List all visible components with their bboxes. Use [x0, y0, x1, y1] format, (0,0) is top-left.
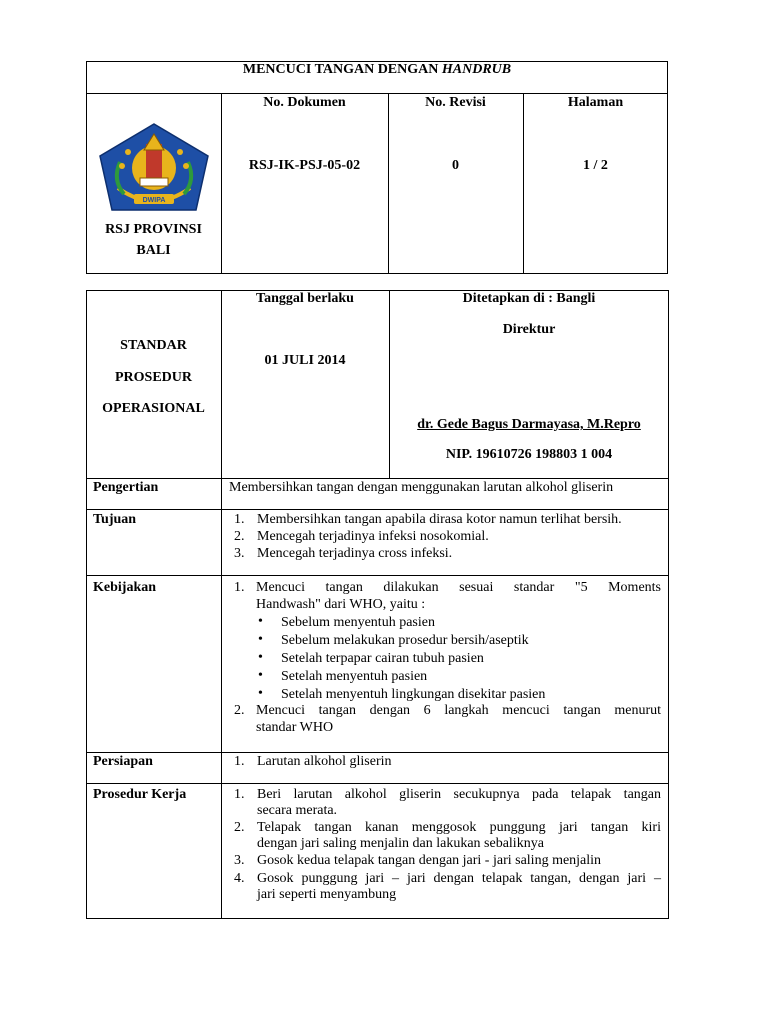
divider: [86, 783, 669, 784]
prosedur-step-line: jari seperti menyambung: [257, 887, 397, 902]
list-number: 2.: [234, 703, 245, 718]
tujuan-item: Mencegah terjadinya cross infeksi.: [257, 546, 453, 561]
effective-date-value: 01 JULI 2014: [264, 353, 346, 368]
list-number: 2.: [234, 820, 245, 835]
logo-lettering: DWIPA: [142, 197, 166, 204]
doc-number-label: No. Dokumen: [263, 95, 346, 110]
prosedur-step-line: dengan jari saling menjalin dan lakukan sebaliknya: [257, 836, 544, 851]
divider: [221, 93, 222, 274]
prosedur-step-line: secara merata.: [257, 803, 338, 818]
bullet-icon: •: [258, 632, 263, 647]
kebijakan-label: Kebijakan: [93, 580, 157, 595]
sop-title-line3: OPERASIONAL: [102, 401, 205, 416]
divider: [86, 575, 669, 576]
divider: [86, 509, 669, 510]
tujuan-item: Mencegah terjadinya infeksi nosokomial.: [257, 529, 489, 544]
kebijakan-bullet: Sebelum melakukan prosedur bersih/aseptik: [281, 633, 529, 648]
doc-number-value: RSJ-IK-PSJ-05-02: [248, 158, 361, 173]
divider: [523, 93, 524, 274]
prosedur-label: Prosedur Kerja: [93, 787, 187, 802]
divider: [86, 752, 669, 753]
pengertian-text: Membersihkan tangan dengan menggunakan larutan alkohol gliserin: [229, 480, 614, 495]
bullet-icon: •: [258, 614, 263, 629]
sop-title-line2: PROSEDUR: [114, 370, 192, 385]
signer-nip: NIP. 19610726 198803 1 004: [445, 447, 613, 462]
kebijakan-bullet: Setelah menyentuh pasien: [281, 669, 428, 684]
list-number: 1.: [234, 512, 245, 527]
revision-label: No. Revisi: [425, 95, 486, 110]
institution-name-line1: RSJ PROVINSI: [105, 222, 202, 237]
list-number: 4.: [234, 871, 245, 886]
director-role: Direktur: [502, 322, 556, 337]
persiapan-label: Persiapan: [93, 754, 153, 769]
list-number: 1.: [234, 787, 245, 802]
kebijakan-bullet: Setelah menyentuh lingkungan disekitar pasien: [281, 687, 546, 702]
divider: [221, 290, 222, 919]
kebijakan-bullet: Setelah terpapar cairan tubuh pasien: [281, 651, 484, 666]
list-number: 3.: [234, 853, 245, 868]
list-number: 1.: [234, 754, 245, 769]
list-number: 1.: [234, 580, 245, 595]
tujuan-label: Tujuan: [93, 512, 137, 527]
tujuan-item: Membersihkan tangan apabila dirasa kotor namun terlihat bersih.: [257, 512, 622, 527]
bullet-icon: •: [258, 650, 263, 665]
persiapan-item: Larutan alkohol gliserin: [257, 754, 392, 769]
signer-name: dr. Gede Bagus Darmayasa, M.Repro: [417, 417, 641, 432]
divider: [86, 478, 669, 479]
pengertian-label: Pengertian: [93, 480, 159, 495]
list-number: 3.: [234, 546, 245, 561]
prosedur-step-line: Gosok kedua telapak tangan dengan jari - jari saling menjalin: [257, 853, 602, 868]
prosedur-step-line: Telapak tangan kanan menggosok punggung jari tangan kiri: [257, 820, 661, 835]
set-at-location: Ditetapkan di : Bangli: [462, 291, 596, 306]
kebijakan-item-2-line2: standar WHO: [256, 720, 334, 735]
kebijakan-item-1-line2: Handwash" dari WHO, yaitu :: [256, 597, 426, 612]
provincial-emblem-logo: [98, 122, 210, 212]
document-title: MENCUCI TANGAN DENGAN HANDRUB: [242, 62, 512, 77]
bullet-icon: •: [258, 668, 263, 683]
sop-title-line1: STANDAR: [120, 338, 187, 353]
effective-date-label: Tanggal berlaku: [256, 291, 354, 306]
divider: [86, 93, 668, 94]
kebijakan-item-1-line1: Mencuci tangan dilakukan sesuai standar "5 Moments: [256, 580, 661, 595]
page-value: 1 / 2: [583, 158, 608, 173]
kebijakan-item-2-line1: Mencuci tangan dengan 6 langkah mencuci tangan menurut: [256, 703, 661, 718]
page-label: Halaman: [567, 95, 624, 110]
list-number: 2.: [234, 529, 245, 544]
prosedur-step-line: Gosok punggung jari – jari dengan telapak tangan, dengan jari –: [257, 871, 661, 886]
bullet-icon: •: [258, 686, 263, 701]
revision-value: 0: [452, 158, 459, 173]
institution-name-line2: BALI: [136, 243, 171, 258]
kebijakan-bullet: Sebelum menyentuh pasien: [281, 615, 435, 630]
divider: [388, 93, 389, 274]
prosedur-step-line: Beri larutan alkohol gliserin secukupnya pada telapak tangan: [257, 787, 661, 802]
